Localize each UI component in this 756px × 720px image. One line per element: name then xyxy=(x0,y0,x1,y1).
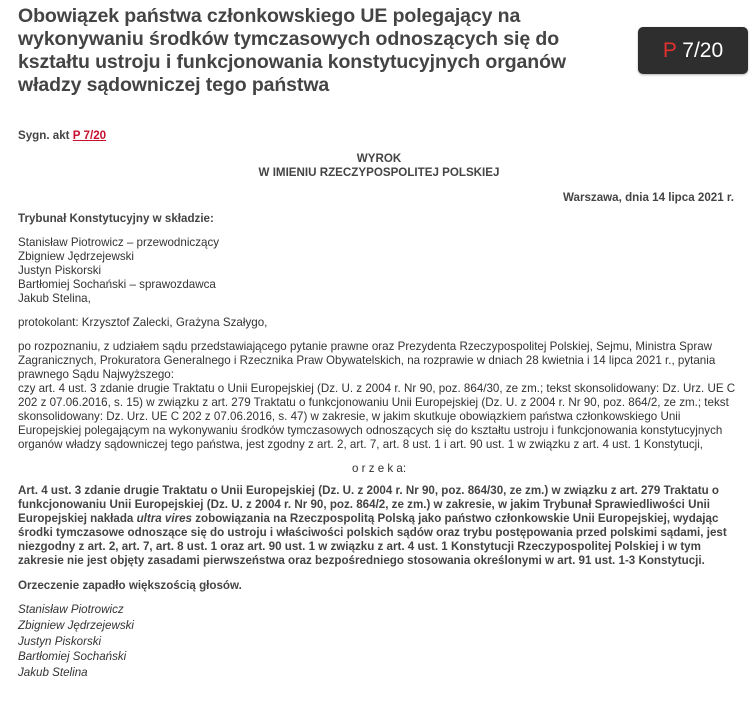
signature-line: Stanisław Piotrowicz xyxy=(18,603,124,616)
protocol-line: protokolant: Krzysztof Zalecki, Grażyna Szałygo, xyxy=(18,316,268,329)
case-signature-label: Sygn. akt xyxy=(18,129,70,142)
judge-line: Jakub Stelina, xyxy=(18,292,91,305)
ruling-text-after: zobowiązania na Rzeczpospolitą Polską jako państwo członkowskie Unii Europejskiej, wydając środki tymczasowe odnoszące się do ustroju i właściwości polskich sądów oraz trybu postępowania przed polskimi sądami, jest niezgodny z art. 2, art. 7, art. 8 ust. 1 oraz art. 90 ust. 1 w związku z art. 4 ust. 1 Konstytucji Rzeczypospolitej Polskiej i w tym zakresie nie jest objęty zasadami pierwszeństwa oraz bezpośredniego stosowania określonymi w art. 91 ust. 1-3 Konstytucji. xyxy=(18,512,727,567)
orzeka-label: o r z e k a: xyxy=(351,462,407,475)
judge-line: Justyn Piskorski xyxy=(18,264,102,277)
place-date: Warszawa, dnia 14 lipca 2021 r. xyxy=(563,191,734,204)
judge-line: Zbigniew Jędrzejewski xyxy=(18,250,134,263)
signature-line: Zbigniew Jędrzejewski xyxy=(18,618,134,632)
consideration-paragraph: po rozpoznaniu, z udziałem sądu przedstawiającego pytanie prawne oraz Prezydenta Rzeczypospolitej Polskiej, Sejmu, Ministra Spraw Zagranicznych, Prokuratora Generalnego i Rzecznika Praw Obywatelskich, na rozprawie w dniach 28 kwietnia i 14 lipca 2021 r., pytania prawnego Sądu Najwyższego: xyxy=(18,340,716,381)
ruling-italic-phrase: ultra vires xyxy=(136,512,192,525)
composition-label: Trybunał Konstytucyjny w składzie: xyxy=(18,212,214,225)
verdict-heading: WYROK xyxy=(356,152,402,165)
signature-line: Bartłomiej Sochański xyxy=(18,650,127,664)
judge-line: Bartłomiej Sochański – sprawozdawca xyxy=(18,278,216,291)
badge-number: 7/20 xyxy=(682,39,724,62)
page-title: Obowiązek państwa członkowskiego UE polegający na wykonywaniu środków tymczasowych odnoszących się do kształtu ustroju i funkcjonowania konstytucyjnych organów władzy sądowniczej tego państwa xyxy=(18,5,566,96)
signatures-list xyxy=(18,602,740,681)
case-signature-link[interactable]: P 7/20 xyxy=(72,129,107,142)
case-number-badge xyxy=(638,27,748,74)
badge-prefix: P xyxy=(662,39,677,62)
ruling-paragraph xyxy=(18,484,740,568)
signature-line: Justyn Piskorski xyxy=(18,634,102,648)
question-paragraph: czy art. 4 ust. 3 zdanie drugie Traktatu o Unii Europejskiej (Dz. U. z 2004 r. Nr 90, poz. 864/30, ze zm.; tekst skonsolidowany: Dz. Urz. UE C 202 z 07.06.2016, s. 15) w związku z art. 279 Traktatu o funkcjonowaniu Unii Europejskiej (Dz. U. z 2004 r. Nr 90, poz. 864/2, ze zm.; tekst skonsolidowany: Dz. Urz. UE C 202 z 07.06.2016, s. 47) w zakresie, w jakim skutkuje obowiązkiem państwa członkowskiego Unii Europejskiej polegającym na wykonywaniu środków tymczasowych odnoszących się do kształtu ustroju i funkcjonowania konstytucyjnych organów władzy sądowniczej tego państwa, jest zgodny z art. 2, art. 7, art. 8 ust. 1 i art. 90 ust. 1 w związku z art. 4 ust. 1 Konstytucji, xyxy=(18,382,736,451)
judges-list xyxy=(18,236,740,306)
majority-note: Orzeczenie zapadło większością głosów. xyxy=(18,579,242,592)
signature-line: Jakub Stelina xyxy=(18,666,88,680)
ruling-text-before: Art. 4 ust. 3 zdanie drugie Traktatu o Unii Europejskiej (Dz. U. z 2004 r. Nr 90, poz. 864/30, ze zm.) w związku z art. 279 Traktatu o funkcjonowaniu Unii Europejskiej (Dz. U. z 2004 r. Nr 90, poz. 864/2, ze zm.) w zakresie, w jakim Trybunał Sprawiedliwości Unii Europejskiej nakłada xyxy=(18,484,719,525)
judge-line: Stanisław Piotrowicz – przewodniczący xyxy=(18,236,220,249)
judgment-document xyxy=(18,129,740,681)
verdict-subheading: W IMIENIU RZECZYPOSPOLITEJ POLSKIEJ xyxy=(258,166,500,179)
case-signature xyxy=(18,129,740,143)
